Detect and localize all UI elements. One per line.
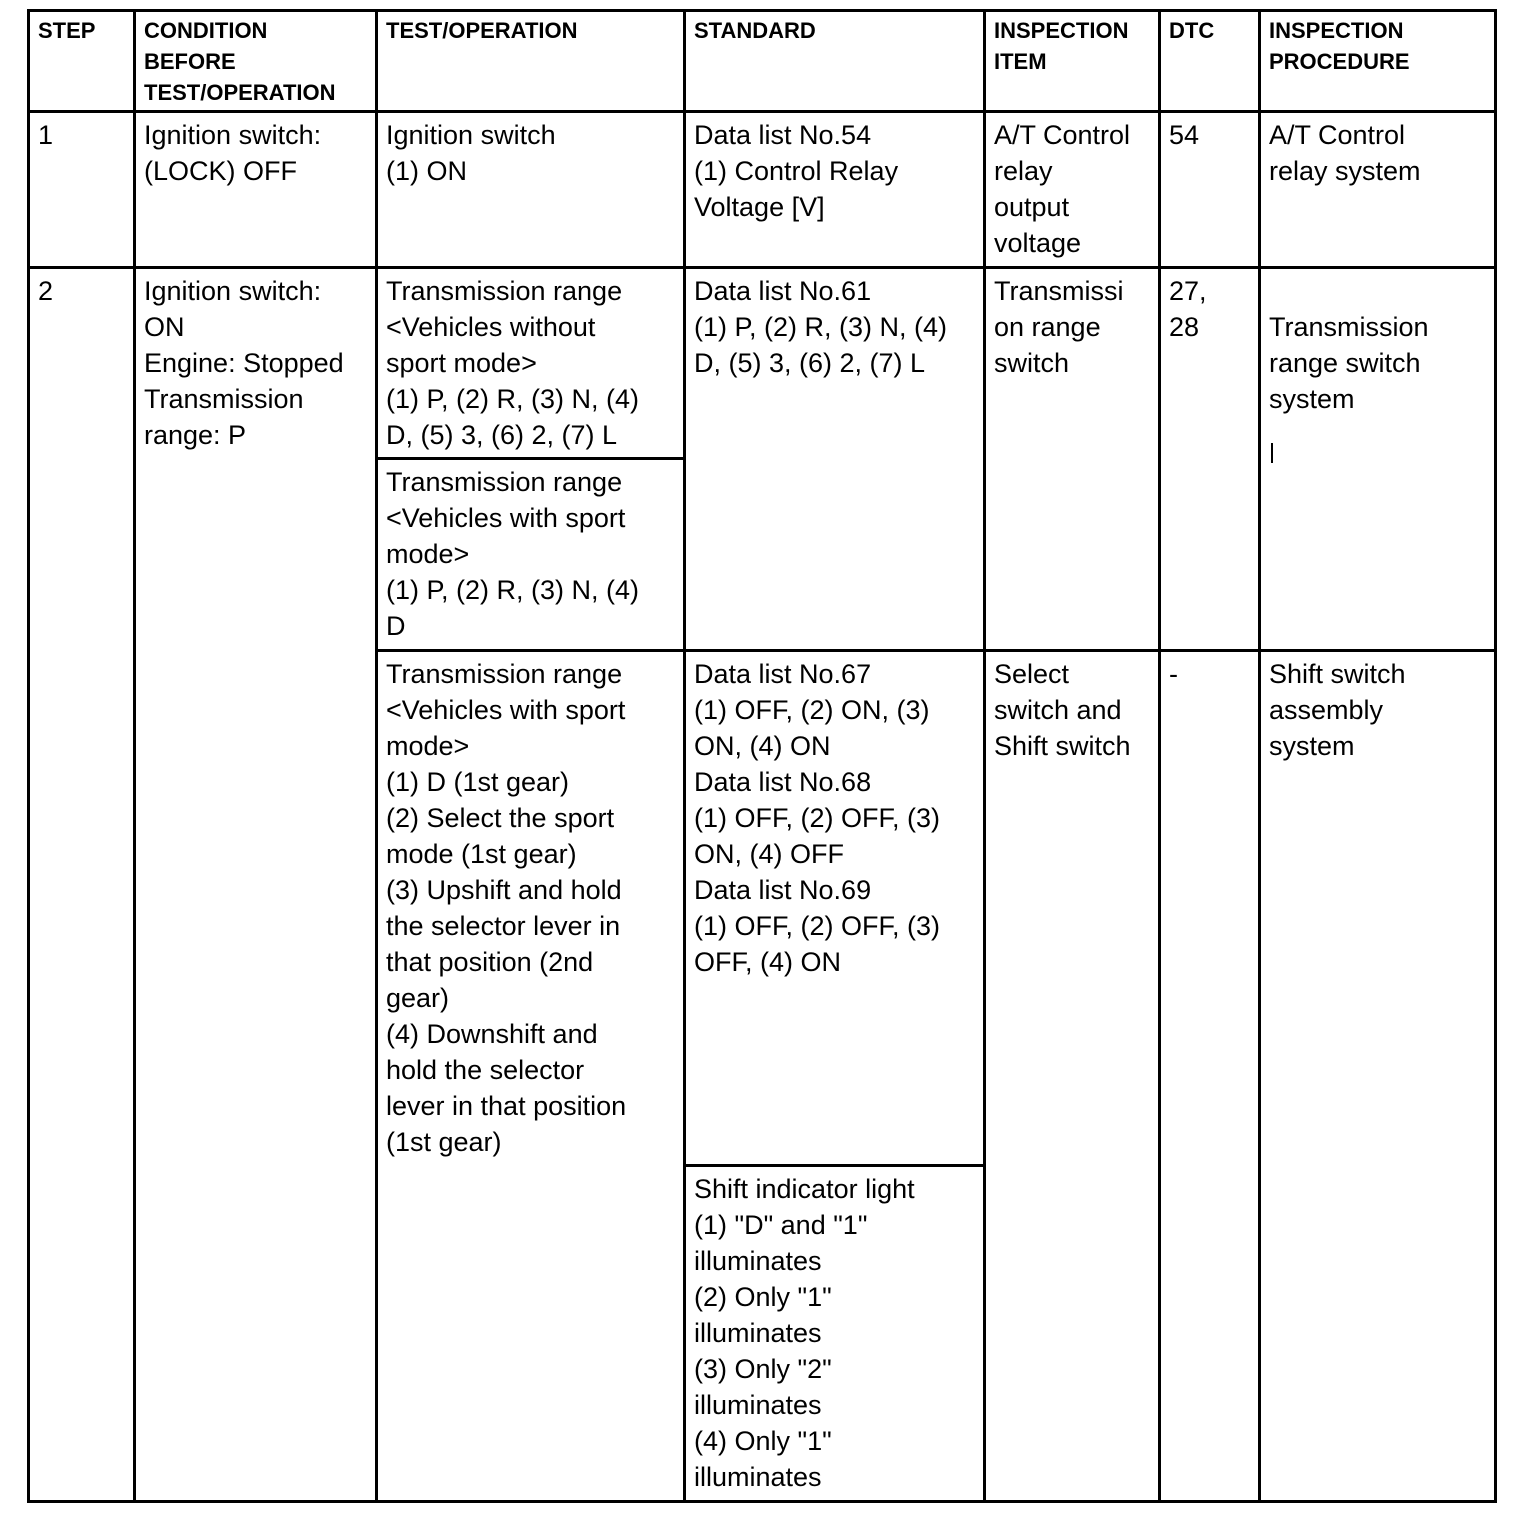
text-cursor-mark <box>1271 443 1273 463</box>
cell-condition: Ignition switch: (LOCK) OFF <box>135 112 377 268</box>
header-condition: CONDITION BEFORE TEST/OPERATION <box>135 11 377 112</box>
cell-inspection-item-shift: Select switch and Shift switch <box>985 651 1160 1502</box>
cell-step: 2 <box>29 268 135 1502</box>
cell-standard-range: Data list No.61 (1) P, (2) R, (3) N, (4) D, (5) 3, (6) 2, (7) L <box>685 268 985 651</box>
cell-test-operation-with-sport: Transmission range <Vehicles with sport mode> (1) P, (2) R, (3) N, (4) D <box>377 459 685 651</box>
cell-test-operation-without-sport: Transmission range <Vehicles without sport mode> (1) P, (2) R, (3) N, (4) D, (5) 3, (6) 2, (7) L <box>377 268 685 459</box>
cell-inspection-procedure-shift: Shift switch assembly system <box>1260 651 1496 1502</box>
header-step: STEP <box>29 11 135 112</box>
table-row-step-1 <box>29 112 1496 268</box>
table-row-step-2 <box>29 268 1496 459</box>
cell-condition: Ignition switch: ON Engine: Stopped Transmission range: P <box>135 268 377 1502</box>
cell-inspection-item-range: Transmissi on range switch <box>985 268 1160 651</box>
cell-standard: Data list No.54 (1) Control Relay Voltage [V] <box>685 112 985 268</box>
cell-dtc-range: 27, 28 <box>1160 268 1260 651</box>
cell-inspection-procedure: A/T Control relay system <box>1260 112 1496 268</box>
inspection-table-wrapper <box>27 9 1497 1503</box>
header-test-operation: TEST/OPERATION <box>377 11 685 112</box>
cell-dtc: 54 <box>1160 112 1260 268</box>
inspection-table <box>27 9 1497 1503</box>
cell-standard-data-list: Data list No.67 (1) OFF, (2) ON, (3) ON, (4) ON Data list No.68 (1) OFF, (2) OFF, (3) ON, (4) OFF Data list No.69 (1) OFF, (2) OFF, (3) OFF, (4) ON <box>685 651 985 1166</box>
cell-inspection-procedure-range <box>1260 268 1496 651</box>
cell-inspection-item: A/T Control relay output voltage <box>985 112 1160 268</box>
cell-test-operation: Ignition switch (1) ON <box>377 112 685 268</box>
header-dtc: DTC <box>1160 11 1260 112</box>
header-standard: STANDARD <box>685 11 985 112</box>
procedure-text: Transmission range switch system <box>1269 312 1429 414</box>
cell-standard-indicator-light: Shift indicator light (1) "D" and "1" illuminates (2) Only "1" illuminates (3) Only "2" illuminates (4) Only "1" illuminates <box>685 1166 985 1502</box>
header-row <box>29 11 1496 112</box>
header-inspection-procedure: INSPECTION PROCEDURE <box>1260 11 1496 112</box>
cell-test-operation-shift: Transmission range <Vehicles with sport mode> (1) D (1st gear) (2) Select the sport mode (1st gear) (3) Upshift and hold the selector lever in that position (2nd gear) (4) Downshift and hold the selector lever in that position (1st gear) <box>377 651 685 1502</box>
header-inspection-item: INSPECTION ITEM <box>985 11 1160 112</box>
cell-step: 1 <box>29 112 135 268</box>
cell-dtc-shift: - <box>1160 651 1260 1502</box>
